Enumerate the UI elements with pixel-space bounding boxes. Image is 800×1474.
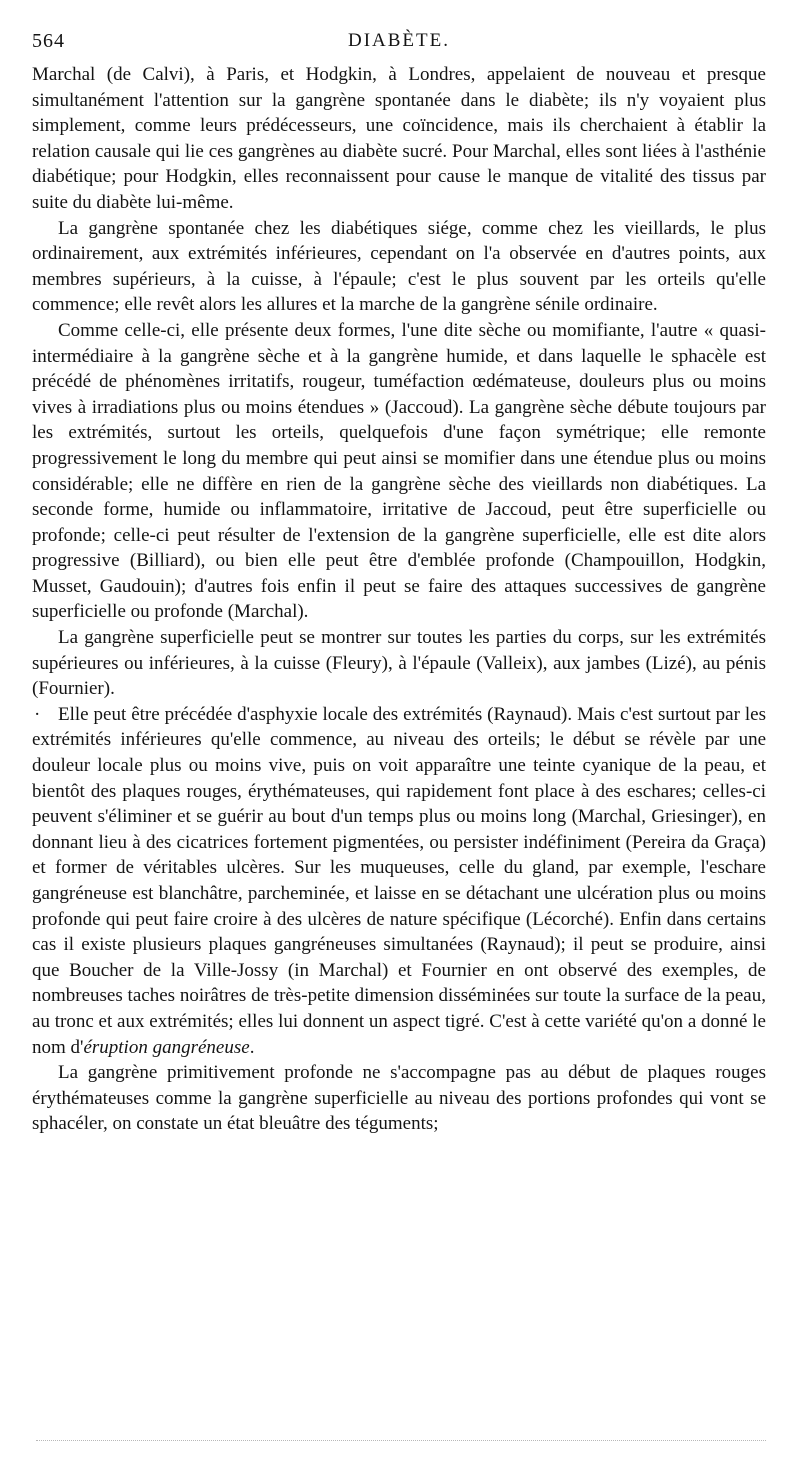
paragraph-5-text: Elle peut être précédée d'asphyxie locale des extrémités (Raynaud). Mais c'est surtout par les extrémités inférieures qu'elle commence, au niveau des orteils; le début se révèle par une douleur locale plus ou moins vive, puis on voit apparaître une teinte cyanique de la peau, et bientôt des plaques rouges, érythémateuses, qui rapidement font place à des eschares; celles-ci peuvent s'éliminer et se guérir au bout d'un temps plus ou moins long (Marchal, Griesinger), en donnant lieu à des cicatrices fortement pigmentées, ou persister indéfiniment (Pereira da Graça) et former de véritables ulcères. Sur les muqueuses, celle du gland, par exemple, l'eschare gangréneuse est blanchâtre, parcheminée, et laisse en se détachant une ulcération plus ou moins profonde qui peut faire croire à des ulcères de nature spécifique (Lécorché). Enfin dans certains cas il existe plusieurs plaques gangréneuses simultanées (Raynaud); il peut se produire, ainsi que Boucher de la Ville-Jossy (in Marchal) et Fournier en ont observé des exemples, de nombreuses taches noirâtres de très-petite dimension disséminées sur toute la surface de la peau, au tronc et aux extrémités; elles lui donnent un aspect tigré. C'est à cette variété qu'on a donné le nom d' xyxy=(32,703,766,1058)
paragraph-2: La gangrène spontanée chez les diabétiques siége, comme chez les vieillards, le plus ordinairement, aux extrémités inférieures, cependant on l'a observée en d'autres points, aux membres supérieurs, à la cuisse, à l'épaule; c'est le plus souvent par les orteils qu'elle commence; elle revêt alors les allures et la marche de la gangrène sénile ordinaire. xyxy=(32,217,766,316)
paragraph-5: · Elle peut être précédée d'asphyxie locale des extrémités (Raynaud). Mais c'est surtout par les extrémités inférieures qu'elle commence, au niveau des orteils; le début se révèle par une douleur locale plus ou moins vive, puis on voit apparaître une teinte cyanique de la peau, et bientôt des plaques rouges, érythémateuses, qui rapidement font place à des eschares; celles-ci peuvent s'éliminer et se guérir au bout d'un temps plus ou moins long (Marchal, Griesinger), en donnant lieu à des cicatrices fortement pigmentées, ou persister indéfiniment (Pereira da Graça) et former de véritables ulcères. Sur les muqueuses, celle du gland, par exemple, l'eschare gangréneuse est blanchâtre, parcheminée, et laisse en se détachant une ulcération plus ou moins profonde qui peut faire croire à des ulcères de nature spécifique (Lécorché). Enfin dans certains cas il existe plusieurs plaques gangréneuses simultanées (Raynaud); il peut se produire, ainsi que Boucher de la Ville-Jossy (in Marchal) et Fournier en ont observé des exemples, de nombreuses taches noirâtres de très-petite dimension disséminées sur toute la surface de la peau, au tronc et aux extrémités; elles lui donnent un aspect tigré. C'est à cette variété qu'on a donné le nom d'éruption gangréneuse. xyxy=(32,703,766,1058)
book-page xyxy=(32,30,766,1450)
running-head xyxy=(32,30,766,56)
paragraph-3: Comme celle-ci, elle présente deux formes, l'une dite sèche ou momifiante, l'autre « quasi-intermédiaire à la gangrène sèche et à la gangrène humide, et dans laquelle le sphacèle est précédé de phénomènes irritatifs, rougeur, tuméfaction œdémateuse, douleurs plus ou moins vives à irradiations plus ou moins étendues » (Jaccoud). La gangrène sèche débute toujours par les extrémités, surtout les orteils, quelquefois d'une façon symétrique; elle remonte progressivement le long du membre qui peut ainsi se momifier dans une étendue plus ou moins considérable; elle ne diffère en rien de la gangrène sèche des vieillards non diabétiques. La seconde forme, humide ou inflammatoire, irritative de Jaccoud, peut être superficielle ou profonde; celle-ci peut résulter de l'extension de la gangrène superficielle, elle est dite alors progressive (Billiard), ou bien elle peut être d'emblée profonde (Champouillon, Hodgkin, Musset, Gaudouin); d'autres fois enfin il peut se faire des attaques successives de gangrène superficielle ou profonde (Marchal). xyxy=(32,319,766,623)
footer-dotted-rule xyxy=(36,1440,766,1441)
paragraph-4: La gangrène superficielle peut se montrer sur toutes les parties du corps, sur les extrémités supérieures ou inférieures, à la cuisse (Fleury), à l'épaule (Valleix), aux jambes (Lizé), au pénis (Fournier). xyxy=(32,627,766,700)
paragraph-6: La gangrène primitivement profonde ne s'accompagne pas au début de plaques rouges érythémateuses comme la gangrène superficielle au niveau des portions profondes qui vont se sphacéler, on constate un état bleuâtre des téguments; xyxy=(32,1062,766,1135)
running-title: DIABÈTE. xyxy=(347,30,450,51)
italic-term: éruption gangréneuse xyxy=(83,1036,250,1058)
page-number: 564 xyxy=(32,30,65,52)
paragraph-1: Marchal (de Calvi), à Paris, et Hodgkin, à Londres, appelaient de nouveau et presque simultanément l'attention sur la gangrène spontanée dans le diabète; ils n'y voyaient plus simplement, comme leurs prédécesseurs, une coïncidence, mais ils cherchaient à établir la relation causale qui lie ces gangrènes au diabète sucré. Pour Marchal, elles sont liées à l'asthénie diabétique; pour Hodgkin, elles reconnaissent pour cause le manque de vitalité des tissus par suite du diabète lui-même. xyxy=(32,64,766,213)
